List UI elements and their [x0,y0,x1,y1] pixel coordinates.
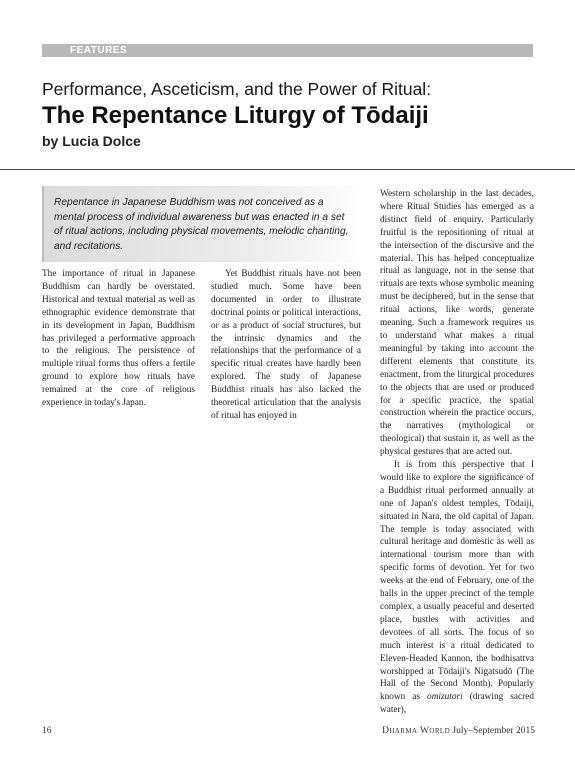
body-column-2 [211,268,361,423]
pullquote-box [42,186,358,262]
pullquote-text: Repentance in Japanese Buddhism was not conceived as a mental process of individual awareness but was enacted in a set of ritual actions, including physical movements, melodic chanting, and recitations. [54,197,349,252]
magazine-footer [382,726,535,736]
paragraph [380,459,534,717]
section-banner [42,44,533,57]
article-title: The Repentance Liturgy of Tōdaiji [42,102,429,129]
issue-date: July–September 2015 [452,726,535,736]
header-divider [0,169,575,170]
paragraph-text: (drawing sacred water), [380,692,534,716]
paragraph: Western scholarship in the last decades, where Ritual Studies has emerged as a distinct field of enquiry. Particularly fruitful is the repositioning of ritual at the intersection of the discursive and the material. This has helped conceptualize ritual as language, not in the sense that rituals are texts whose symbolic meaning must be deciphered, but in the sense that ritual actions, like words, generate meaning. Such a framework requires us to understand what makes a ritual meaningful by taking into account the different elements that constitute its enactment, from the liturgical procedures to the objects that are used or produced for a specific practice, the spatial construction wherein the practice occurs, the narratives (mythological or theological) that sustain it, as well as the physical gestures that are acted out. [380,189,534,458]
paragraph-text: It is from this perspective that I would like to explore the significance of a Buddhist ritual performed annually at one of Japan's oldest temples, Tōdaiji, situated in Nara, the old capital of Japan. The temple is today associated with cultural heritage and domestic as well as international tourism more than with specific forms of devotion. Yet for two weeks at the end of February, one of the halls in the upper precinct of the temple complex, a usually peaceful and deserted place, bustles with activities and devotees of all sorts. The focus of so much interest is a ritual dedicated to Eleven-Headed Kannon, the bodhisattva worshipped at Tōdaiji's Nigatsudō (The Hall of the Second Month). Popularly known as [380,460,534,703]
paragraph: The importance of ritual in Japanese Buddhism can hardly be overstated. Historical and textual material as well as ethnographic evidence demonstrate that in its development in Japan, Buddhism has privileged a performative approach to the religious. The persistence of multiple ritual forms thus offers a fertile ground to explore how rituals have remained at the core of religious experience in today's Japan. [42,269,195,409]
body-column-3 [380,188,534,717]
article-byline: by Lucia Dolce [42,133,141,149]
italic-term: omizutori [427,692,463,703]
page-number: 16 [42,726,52,736]
body-column-1 [42,268,195,410]
magazine-name: Dharma World [382,726,451,736]
section-label: FEATURES [70,45,128,56]
article-supertitle: Performance, Asceticism, and the Power of Ritual: [42,79,432,99]
paragraph: Yet Buddhist rituals have not been studied much. Some have been documented in order to illustrate doctrinal points or political interactions, or as a product of social structures, but the intrinsic dynamics and the relationships that the performance of a specific ritual creates have hardly been explored. The study of Japanese Buddhist rituals has also lacked the theoretical articulation that the analysis of ritual has enjoyed in [211,269,361,421]
